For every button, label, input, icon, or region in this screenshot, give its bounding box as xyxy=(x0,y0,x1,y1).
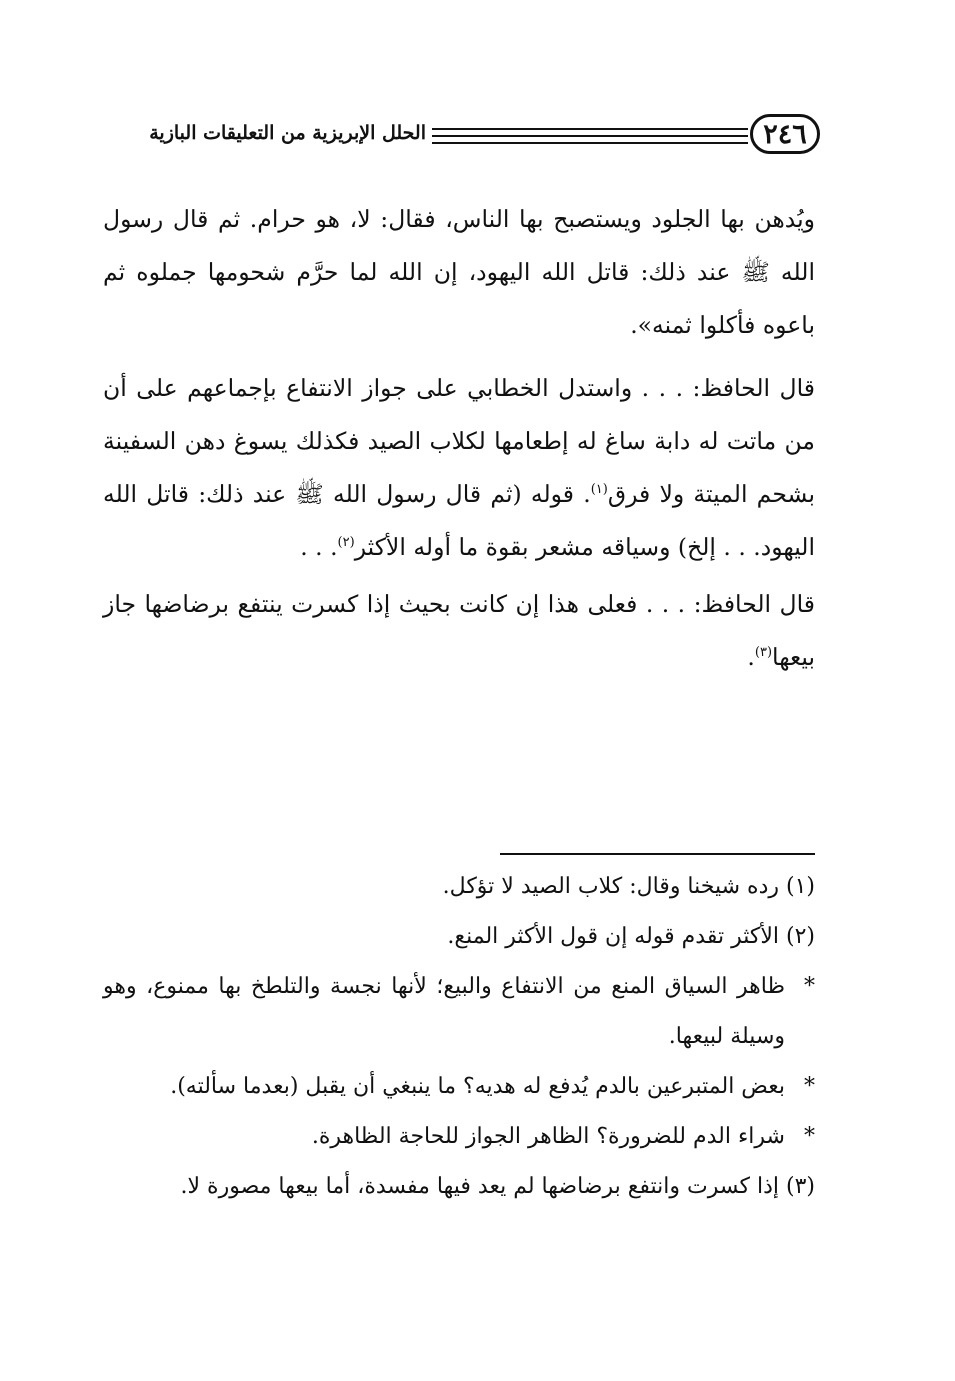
note-item: * شراء الدم للضرورة؟ الظاهر الجواز للحاجة الظاهرة. xyxy=(103,1112,815,1162)
main-text xyxy=(103,193,815,694)
asterisk-icon: * xyxy=(804,1074,815,1099)
note-item: * بعض المتبرعين بالدم يُدفع له هديه؟ ما ينبغي أن يقبل (بعدما سألته). xyxy=(103,1062,815,1112)
footnote-3: (٣) إذا كسرت وانتفع برضاضها لم يعد فيها مفسدة، أما بيعها مصورة لا. xyxy=(180,1174,815,1199)
header-rule xyxy=(432,142,748,144)
footnote-1: (١) رده شيخنا وقال: كلاب الصيد لا تؤكل. xyxy=(442,874,815,899)
footnotes xyxy=(103,862,815,1212)
footnote-ref[interactable]: (١) xyxy=(590,482,608,498)
footnote-ref[interactable]: (٢) xyxy=(337,535,355,551)
asterisk-icon: * xyxy=(804,1124,815,1149)
page-number: ٢٤٦ xyxy=(750,114,820,154)
paragraph: قال الحافظ: . . . فعلى هذا إن كانت بحيث إذا كسرت ينتفع برضاضها جاز بيعها$^{(٣)}$. xyxy=(103,590,815,671)
footnote-separator xyxy=(500,853,815,855)
footnote-2: (٢) الأكثر تقدم قوله إن قول الأكثر المنع. xyxy=(447,924,815,949)
paragraph: ويُدهن بها الجلود ويستصبح بها الناس، فقال: لا، هو حرام. ثم قال رسول الله ﷺ عند ذلك: قاتل الله اليهود، إن الله لما حرَّم شحومها جملوه ثم باعوه فأكلوا ثمنه». xyxy=(103,205,815,339)
asterisk-icon: * xyxy=(804,974,815,999)
note-item: * ظاهر السياق المنع من الانتفاع والبيع؛ لأنها نجسة والتلطخ بها ممنوع، وهو وسيلة لبيعها. xyxy=(103,962,815,1062)
header-rule xyxy=(432,135,748,137)
page-header xyxy=(98,112,820,162)
header-rule xyxy=(432,128,748,130)
paragraph: قال الحافظ: . . . واستدل الخطابي على جواز الانتفاع بإجماعهم على أن من ماتت له دابة ساغ له إطعامها لكلاب الصيد فكذلك يسوغ دهن السفينة بشحم الميتة ولا فرق$^{(١)}$. قوله (ثم قال رسول الله ﷺ عند ذلك: قاتل الله اليهود. . . إلخ) وسياقه مشعر بقوة ما أوله الأكثر$^{(٢)}$. . . xyxy=(103,374,815,561)
book-title: الحلل الإبريزية من التعليقات البازية xyxy=(149,122,426,144)
footnote-ref[interactable]: (٣) xyxy=(754,645,773,661)
